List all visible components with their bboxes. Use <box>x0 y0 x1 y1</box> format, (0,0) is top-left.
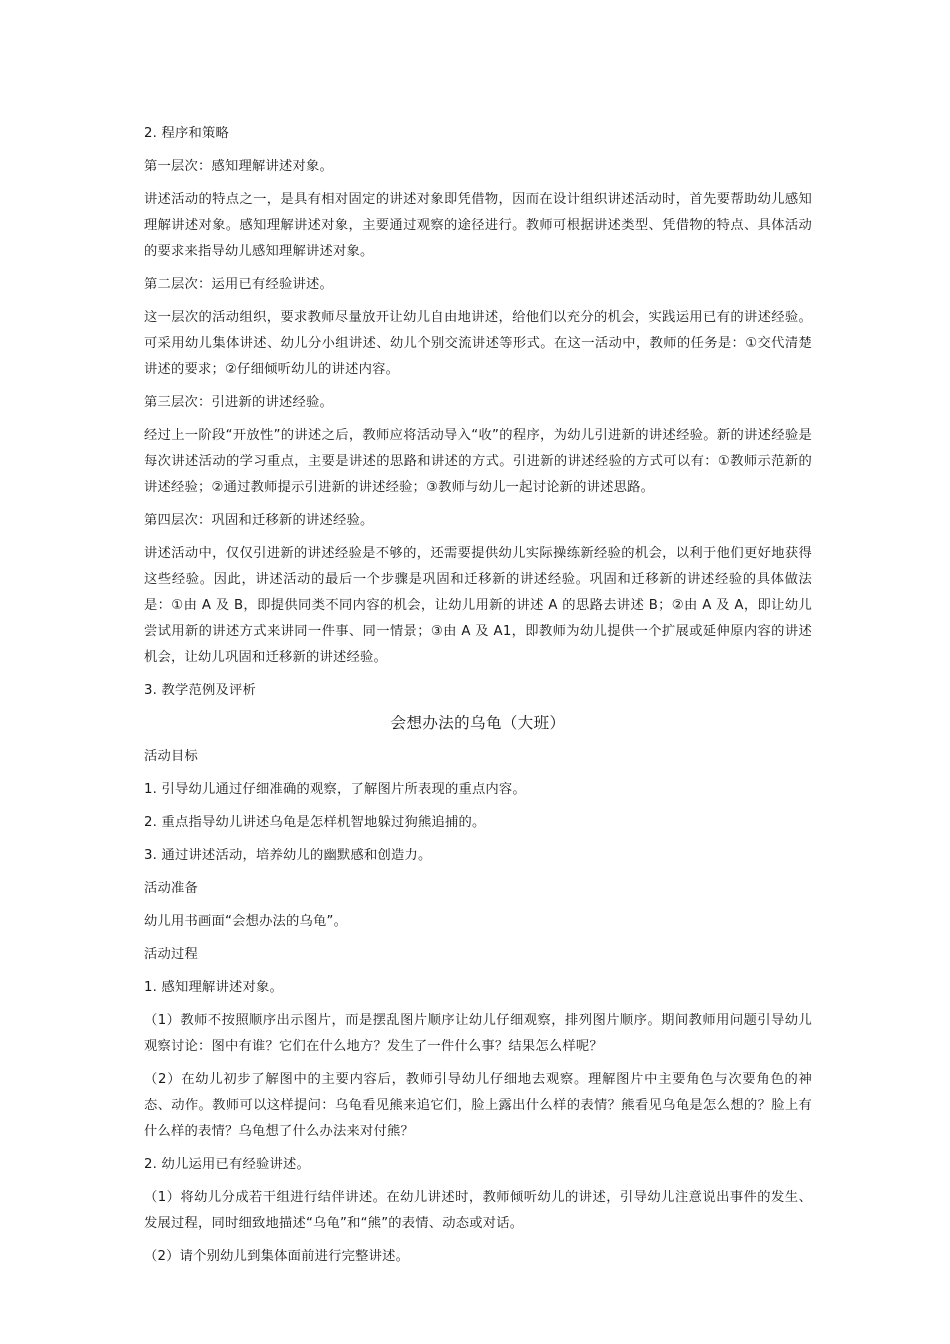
level-one-paragraph: 讲述活动的特点之一，是具有相对固定的讲述对象即凭借物，因而在设计组织讲述活动时，首先要帮助幼儿感知理解讲述对象。感知理解讲述对象，主要通过观察的途径进行。教师可根据讲述类型、凭借物的特点、具体活动的要求来指导幼儿感知理解讲述对象。 <box>144 192 812 259</box>
lesson-title: 会想办法的乌龟（大班） <box>390 714 566 732</box>
process-step-1-item-1: （1）教师不按照顺序出示图片，而是摆乱图片顺序让幼儿仔细观察，排列图片顺序。期间教师用问题引导幼儿观察讨论：图中有谁？它们在什么地方？发生了一件什么事？结果怎么样呢？ <box>144 1013 812 1054</box>
level-four-paragraph: 讲述活动中，仅仅引进新的讲述经验是不够的，还需要提供幼儿实际操练新经验的机会，以利于他们更好地获得这些经验。因此，讲述活动的最后一个步骤是巩固和迁移新的讲述经验。巩固和迁移新的讲述经验的具体做法是：①由 A 及 B，即提供同类不同内容的机会，让幼儿用新的讲述 A 的思路去讲述 B；②由 A 及 A，即让幼儿尝试用新的讲述方式来讲同一件事、同一情景；③由 A 及 A1，即教师为幼儿提供一个扩展或延伸原内容的讲述机会，让幼儿巩固和迁移新的讲述经验。 <box>144 546 812 665</box>
level-three-heading: 第三层次：引进新的讲述经验。 <box>144 395 333 410</box>
section-heading-procedure: 2. 程序和策略 <box>144 126 229 141</box>
section-heading-example: 3. 教学范例及评析 <box>144 683 256 698</box>
objective-item-3: 3. 通过讲述活动，培养幼儿的幽默感和创造力。 <box>144 848 432 863</box>
process-heading: 活动过程 <box>144 947 198 962</box>
objective-item-2: 2. 重点指导幼儿讲述乌龟是怎样机智地躲过狗熊追捕的。 <box>144 815 486 830</box>
objective-item-1: 1. 引导幼儿通过仔细准确的观察，了解图片所表现的重点内容。 <box>144 782 526 797</box>
process-step-2-item-2: （2）请个别幼儿到集体面前进行完整讲述。 <box>144 1249 410 1264</box>
level-two-paragraph: 这一层次的活动组织，要求教师尽量放开让幼儿自由地讲述，给他们以充分的机会，实践运用已有的讲述经验。可采用幼儿集体讲述、幼儿分小组讲述、幼儿个别交流讲述等形式。在这一活动中，教师的任务是：①交代清楚讲述的要求；②仔细倾听幼儿的讲述内容。 <box>144 310 812 377</box>
process-step-1-item-2: （2）在幼儿初步了解图中的主要内容后，教师引导幼儿仔细地去观察。理解图片中主要角色与次要角色的神态、动作。教师可以这样提问：乌龟看见熊来追它们，脸上露出什么样的表情？熊看见乌龟是怎么想的？脸上有什么样的表情？乌龟想了什么办法来对付熊？ <box>144 1072 812 1139</box>
level-three-paragraph: 经过上一阶段“开放性”的讲述之后，教师应将活动导入“收”的程序，为幼儿引进新的讲述经验。新的讲述经验是每次讲述活动的学习重点，主要是讲述的思路和讲述的方式。引进新的讲述经验的方式可以有：①教师示范新的讲述经验；②通过教师提示引进新的讲述经验；③教师与幼儿一起讨论新的讲述思路。 <box>144 428 813 495</box>
process-step-1: 1. 感知理解讲述对象。 <box>144 980 283 995</box>
process-step-2-item-1: （1）将幼儿分成若干组进行结伴讲述。在幼儿讲述时，教师倾听幼儿的讲述，引导幼儿注意说出事件的发生、发展过程，同时细致地描述“乌龟”和“熊”的表情、动态或对话。 <box>144 1190 812 1231</box>
objectives-heading: 活动目标 <box>144 749 198 764</box>
level-four-heading: 第四层次：巩固和迁移新的讲述经验。 <box>144 513 374 528</box>
preparation-text: 幼儿用书画面“会想办法的乌龟”。 <box>144 914 348 929</box>
document-body <box>144 121 812 1277</box>
process-step-2: 2. 幼儿运用已有经验讲述。 <box>144 1157 310 1172</box>
level-two-heading: 第二层次：运用已有经验讲述。 <box>144 277 333 292</box>
level-one-heading: 第一层次：感知理解讲述对象。 <box>144 159 333 174</box>
preparation-heading: 活动准备 <box>144 881 198 896</box>
